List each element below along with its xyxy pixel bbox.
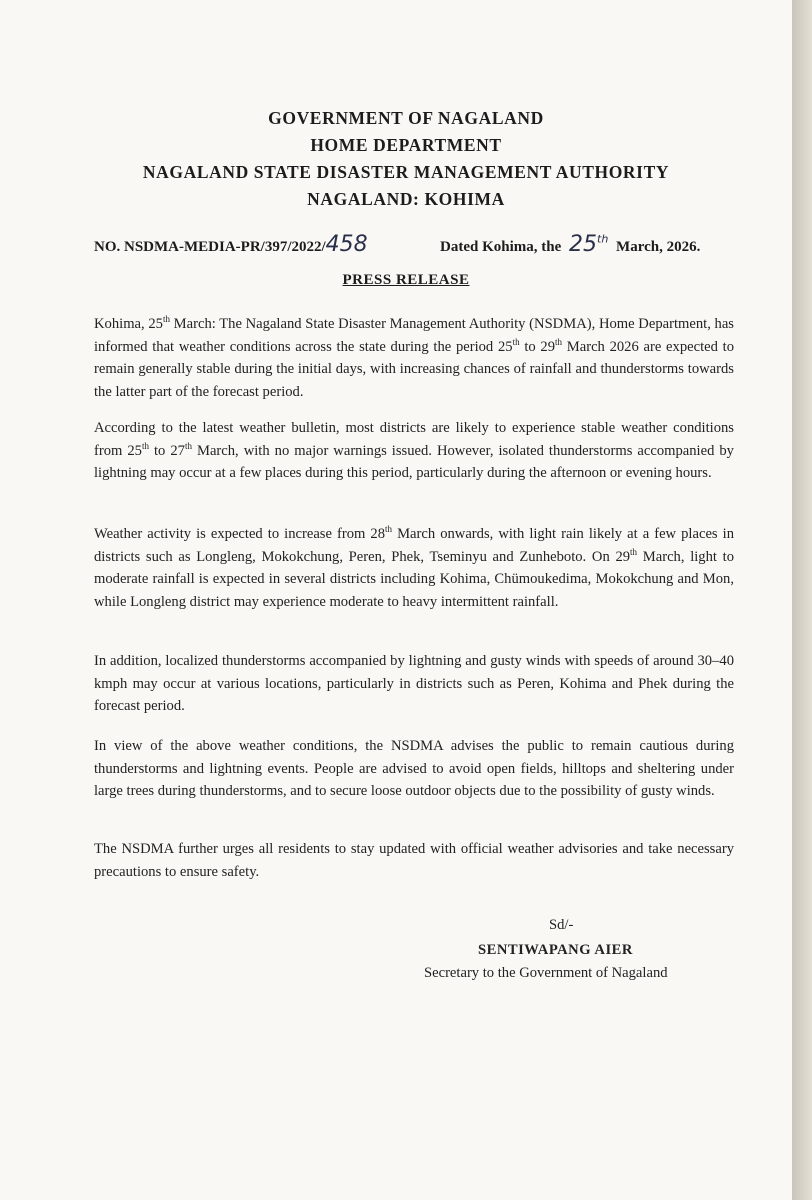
dated-day-handwritten <box>569 232 608 257</box>
press-release-title: PRESS RELEASE <box>342 272 470 288</box>
text: March, light to moderate rainfall is expected in several districts including Kohima, Chümoukedima, Mokokchung and Mon, while Longleng district may experience moderate to heavy intermittent rainfall. <box>94 548 735 611</box>
reference-number <box>94 232 368 257</box>
text: to 29 <box>519 338 556 355</box>
header-government: GOVERNMENT OF NAGALAND <box>268 108 544 128</box>
text: Weather activity is expected to increase from 28 <box>94 526 386 542</box>
text: Kohima, 25 <box>94 316 163 332</box>
dated-line <box>440 232 700 257</box>
reference-number-handwritten: 458 <box>325 232 368 257</box>
superscript: th <box>141 440 149 451</box>
superscript: th <box>184 440 192 451</box>
reference-number-prefix: NO. NSDMA-MEDIA-PR/397/2022/ <box>94 239 326 255</box>
superscript: th <box>630 546 638 557</box>
text: March 2026 are expected to remain generally stable during the initial days, with increasing chances of rainfall and thunderstorms towards the latter part of the forecast period. <box>94 338 735 401</box>
superscript: th <box>512 336 520 347</box>
paragraph-5 <box>94 735 734 803</box>
superscript: th <box>555 336 563 347</box>
text: In view of the above weather conditions, the NSDMA advises the public to remain cautious during thunderstorms and lightning events. People are advised to avoid open fields, hilltops and sheltering under large trees during thunderstorms, and to secure loose outdoor objects due to the possibility of gusty winds. <box>94 738 734 800</box>
text: March onwards, with light rain likely at a few places in districts such as Longleng, Mokokchung, Peren, Phek, Tseminyu and Zunheboto. On 29 <box>94 526 734 565</box>
paragraph-4 <box>94 650 734 718</box>
signature-sd: Sd/- <box>549 917 574 933</box>
signatory-name: SENTIWAPANG AIER <box>478 942 633 958</box>
text: March: The Nagaland State Disaster Management Authority (NSDMA), Home Department, has informed that weather conditions across the state during the period 25 <box>94 316 734 355</box>
dated-prefix: Dated Kohima, the <box>440 239 562 255</box>
header-department: HOME DEPARTMENT <box>310 135 502 155</box>
text: According to the latest weather bulletin, most districts are likely to experience stable weather conditions from 25 <box>94 420 734 459</box>
paragraph-1 <box>94 313 734 404</box>
page-edge <box>792 0 812 1200</box>
dated-day-suffix: th <box>597 232 609 246</box>
paragraph-6 <box>94 838 734 883</box>
paragraph-3 <box>94 523 734 614</box>
text: March, with no major warnings issued. However, isolated thunderstorms accompanied by lightning may occur at a few places during this period, particularly during the afternoon or evening hours. <box>94 442 734 482</box>
superscript: th <box>385 524 393 535</box>
paragraph-2 <box>94 417 734 485</box>
signatory-designation: Secretary to the Government of Nagaland <box>424 965 668 981</box>
header-location: NAGALAND: KOHIMA <box>307 189 505 209</box>
header-authority: NAGALAND STATE DISASTER MANAGEMENT AUTHORITY <box>142 162 670 182</box>
superscript: th <box>162 314 170 325</box>
dated-month-year: March, 2026. <box>616 239 701 255</box>
text: The NSDMA further urges all residents to stay updated with official weather advisories and take necessary precautions to ensure safety. <box>94 841 734 880</box>
text: to 27 <box>148 442 185 459</box>
text: In addition, localized thunderstorms accompanied by lightning and gusty winds with speeds of around 30–40 kmph may occur at various locations, particularly in districts such as Peren, Kohima and Phek during the forecast period. <box>94 653 734 715</box>
dated-day-value: 25 <box>569 232 597 257</box>
